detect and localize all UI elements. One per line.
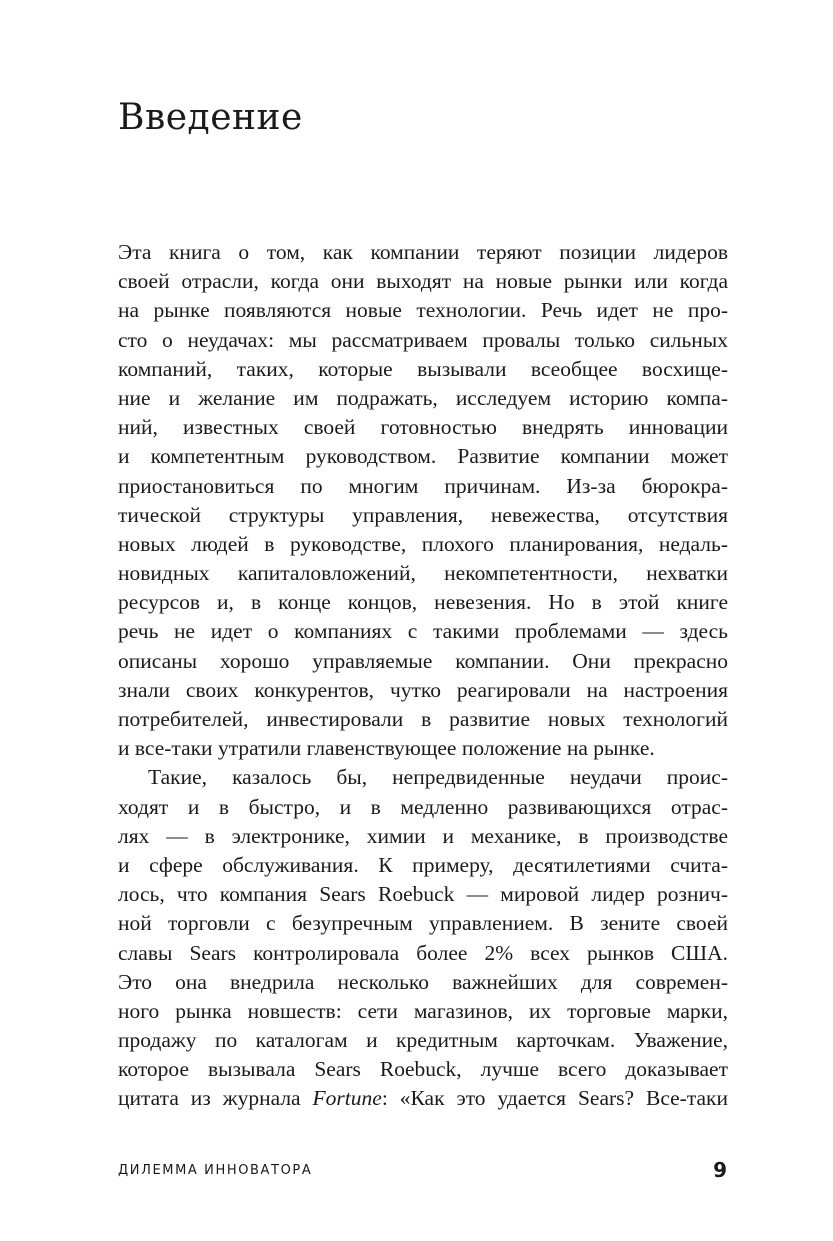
text-line: сто о неудачах: мы рассматриваем провалы только сильных bbox=[118, 327, 728, 352]
text-line: тической структуры управления, невежества, отсутствия bbox=[118, 502, 728, 527]
text-line: лось, что компания Sears Roebuck — мировой лидер рознич- bbox=[118, 882, 728, 907]
text-line: и все-таки утратили главенствующее положение на рынке. bbox=[118, 736, 655, 761]
page-number: 9 bbox=[713, 1158, 727, 1182]
text-line: лях — в электронике, химии и механике, в производстве bbox=[118, 823, 728, 848]
magazine-title: Fortune bbox=[312, 1086, 382, 1111]
text-line: потребителей, инвестировали в развитие новых технологий bbox=[118, 707, 728, 731]
text-line: описаны хорошо управляемые компании. Они прекрасно bbox=[118, 648, 728, 673]
body-text bbox=[118, 238, 728, 1114]
text-line: ний, известных своей готовностью внедрять инновации bbox=[118, 415, 728, 440]
text-line: ресурсов и, в конце концов, невезения. Но в этой книге bbox=[118, 590, 728, 615]
text-line: ной торговли с безупречным управлением. В зените своей bbox=[118, 911, 728, 936]
text-line: своей отрасли, когда они выходят на новые рынки или когда bbox=[118, 269, 728, 294]
chapter-title: Введение bbox=[118, 97, 303, 138]
text-line: знали своих конкурентов, чутко реагировали на настроения bbox=[118, 677, 728, 702]
text-line: Такие, казалось бы, непредвиденные неудачи проис- bbox=[148, 765, 728, 790]
text-line: ние и желание им подражать, исследуем историю компа- bbox=[118, 385, 728, 410]
text-line: ходят и в быстро, и в медленно развивающихся отрас- bbox=[118, 794, 728, 819]
text-line-end: : «Как это удается Sears? Все-таки bbox=[381, 1086, 728, 1111]
text-line: славы Sears контролировала более 2% всех рынков США. bbox=[118, 940, 728, 965]
text-line: речь не идет о компаниях с такими проблемами — здесь bbox=[118, 619, 728, 644]
text-line-start: цитата из журнала bbox=[118, 1086, 313, 1111]
text-line: ного рынка новшеств: сети магазинов, их торговые марки, bbox=[118, 998, 728, 1023]
text-line bbox=[118, 1084, 728, 1113]
text-line: компаний, таких, которые вызывали всеобщее восхище- bbox=[118, 356, 728, 381]
text-line: на рынке появляются новые технологии. Речь идет не про- bbox=[118, 298, 728, 323]
text-line: Эта книга о том, как компании теряют позиции лидеров bbox=[118, 240, 728, 264]
text-line: новидных капиталовложений, некомпетентности, нехватки bbox=[118, 561, 728, 586]
text-line: новых людей в руководстве, плохого планирования, недаль- bbox=[118, 531, 728, 556]
running-footer-title: ДИЛЕММА ИННОВАТОРА bbox=[118, 1163, 313, 1178]
text-line: приостановиться по многим причинам. Из-за бюрокра- bbox=[118, 473, 728, 498]
text-line: Это она внедрила несколько важнейших для современ- bbox=[118, 969, 728, 994]
text-line: и компетентным руководством. Развитие компании может bbox=[118, 444, 728, 469]
text-line: и сфере обслуживания. К примеру, десятилетиями счита- bbox=[118, 852, 728, 877]
text-line: продажу по каталогам и кредитным карточкам. Уважение, bbox=[118, 1028, 728, 1053]
text-line: которое вызывала Sears Roebuck, лучше всего доказывает bbox=[118, 1057, 728, 1082]
